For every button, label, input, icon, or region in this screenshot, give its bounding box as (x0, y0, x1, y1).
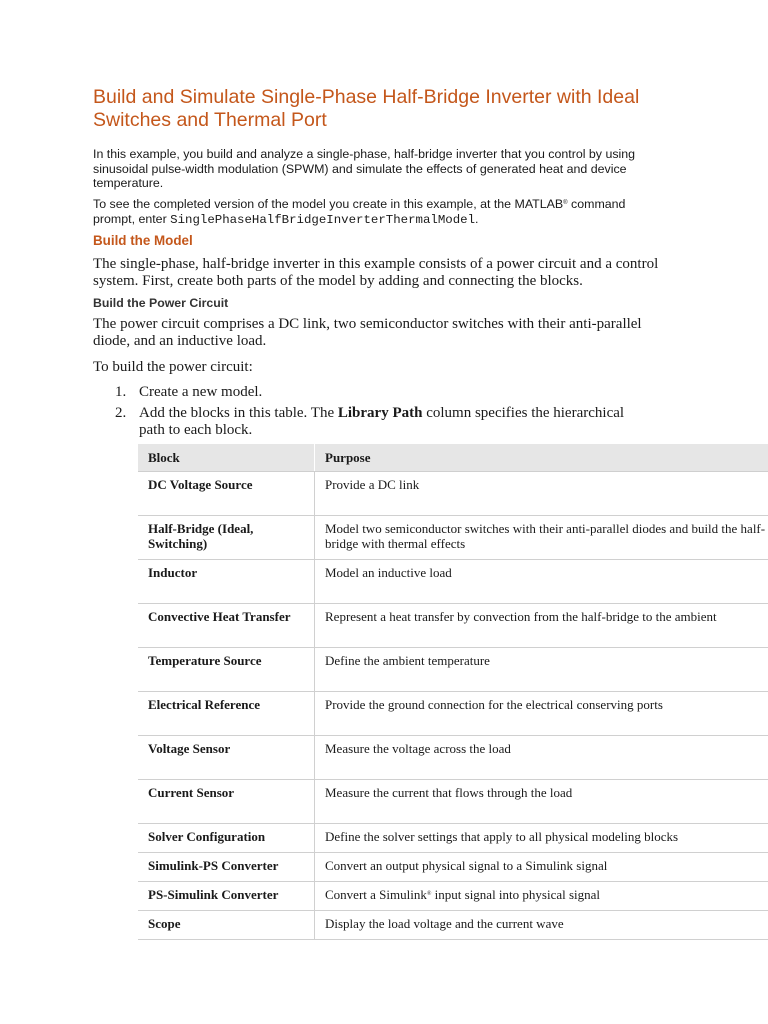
block-cell: Voltage Sensor (138, 736, 315, 780)
power-circuit-text: The power circuit comprises a DC link, two semiconductor switches with their anti-parallel diode, and an inductive load. (93, 316, 642, 349)
block-cell: Electrical Reference (138, 692, 315, 736)
intro-text-after: . (475, 211, 479, 226)
purpose-cell: Model an inductive load (315, 560, 768, 604)
intro-paragraph: In this example, you build and analyze a single-phase, half-bridge inverter that you control by using sinusoidal pulse-width modulation (SPWM) and simulate the effects of generated heat and device temperature. (93, 147, 636, 191)
table-row (138, 472, 768, 516)
intro-text-before: To see the completed version of the model you create in this example, at the MATLAB (93, 197, 564, 211)
steps-list (93, 384, 693, 439)
step-text-before: Add the blocks in this table. The (139, 405, 338, 421)
to-build-text: To build the power circuit: (93, 359, 253, 375)
table-row (138, 736, 768, 780)
step-text: Create a new model. (139, 384, 263, 400)
step-item (93, 405, 629, 439)
purpose-cell: Model two semiconductor switches with their anti-parallel diodes and build the half-bridge with thermal effects (315, 516, 768, 560)
page-title: Build and Simulate Single-Phase Half-Bridge Inverter with Ideal Switches and Thermal Port (93, 86, 640, 131)
purpose-cell: Display the load voltage and the current wave (315, 911, 768, 940)
table-row (138, 516, 768, 560)
build-model-text: The single-phase, half-bridge inverter in this example consists of a power circuit and a control system. First, create both parts of the model by adding and connecting the blocks. (93, 256, 659, 289)
step-text-bold: Library Path (337, 405, 423, 421)
step-number: 2. (115, 405, 127, 421)
purpose-text-before: Convert a Simulink (325, 887, 427, 902)
table-row (138, 780, 768, 824)
column-header-purpose: Purpose (315, 444, 768, 472)
power-circuit-heading: Build the Power Circuit (93, 296, 229, 310)
table-row (138, 911, 768, 940)
block-cell: Convective Heat Transfer (138, 604, 315, 648)
block-cell: Simulink-PS Converter (138, 853, 315, 882)
block-cell: Inductor (138, 560, 315, 604)
registered-mark: ® (426, 891, 432, 897)
table-row (138, 560, 768, 604)
table-row (138, 604, 768, 648)
table-header-row (138, 444, 768, 472)
block-cell: Current Sensor (138, 780, 315, 824)
registered-mark: ® (563, 200, 568, 206)
step-item (93, 384, 693, 401)
block-cell: Half-Bridge (Ideal, Switching) (138, 516, 315, 560)
step-number: 1. (115, 384, 127, 400)
purpose-cell (315, 882, 768, 911)
command-code: SinglePhaseHalfBridgeInverterThermalModel (170, 212, 475, 227)
purpose-cell: Convert an output physical signal to a Simulink signal (315, 853, 768, 882)
block-cell: PS-Simulink Converter (138, 882, 315, 911)
block-cell: Scope (138, 911, 315, 940)
purpose-cell: Provide the ground connection for the electrical conserving ports (315, 692, 768, 736)
block-cell: Solver Configuration (138, 824, 315, 853)
purpose-cell: Measure the current that flows through the load (315, 780, 768, 824)
block-cell: Temperature Source (138, 648, 315, 692)
step-text-after: column specifies the hierarchical path to each block. (139, 405, 625, 438)
purpose-cell: Measure the voltage across the load (315, 736, 768, 780)
intro-command-paragraph (93, 196, 668, 227)
build-model-heading: Build the Model (93, 233, 193, 248)
purpose-text-after: input signal into physical signal (431, 887, 601, 902)
intro-text-middle: command prompt, enter (93, 197, 626, 226)
purpose-cell: Provide a DC link (315, 472, 768, 516)
purpose-cell: Define the ambient temperature (315, 648, 768, 692)
block-cell: DC Voltage Source (138, 472, 315, 516)
table-row (138, 648, 768, 692)
table-row (138, 853, 768, 882)
table-row (138, 824, 768, 853)
blocks-table (138, 444, 768, 940)
table-row (138, 882, 768, 911)
column-header-block: Block (138, 444, 315, 472)
purpose-cell: Define the solver settings that apply to all physical modeling blocks (315, 824, 768, 853)
purpose-cell: Represent a heat transfer by convection from the half-bridge to the ambient (315, 604, 768, 648)
table-row (138, 692, 768, 736)
